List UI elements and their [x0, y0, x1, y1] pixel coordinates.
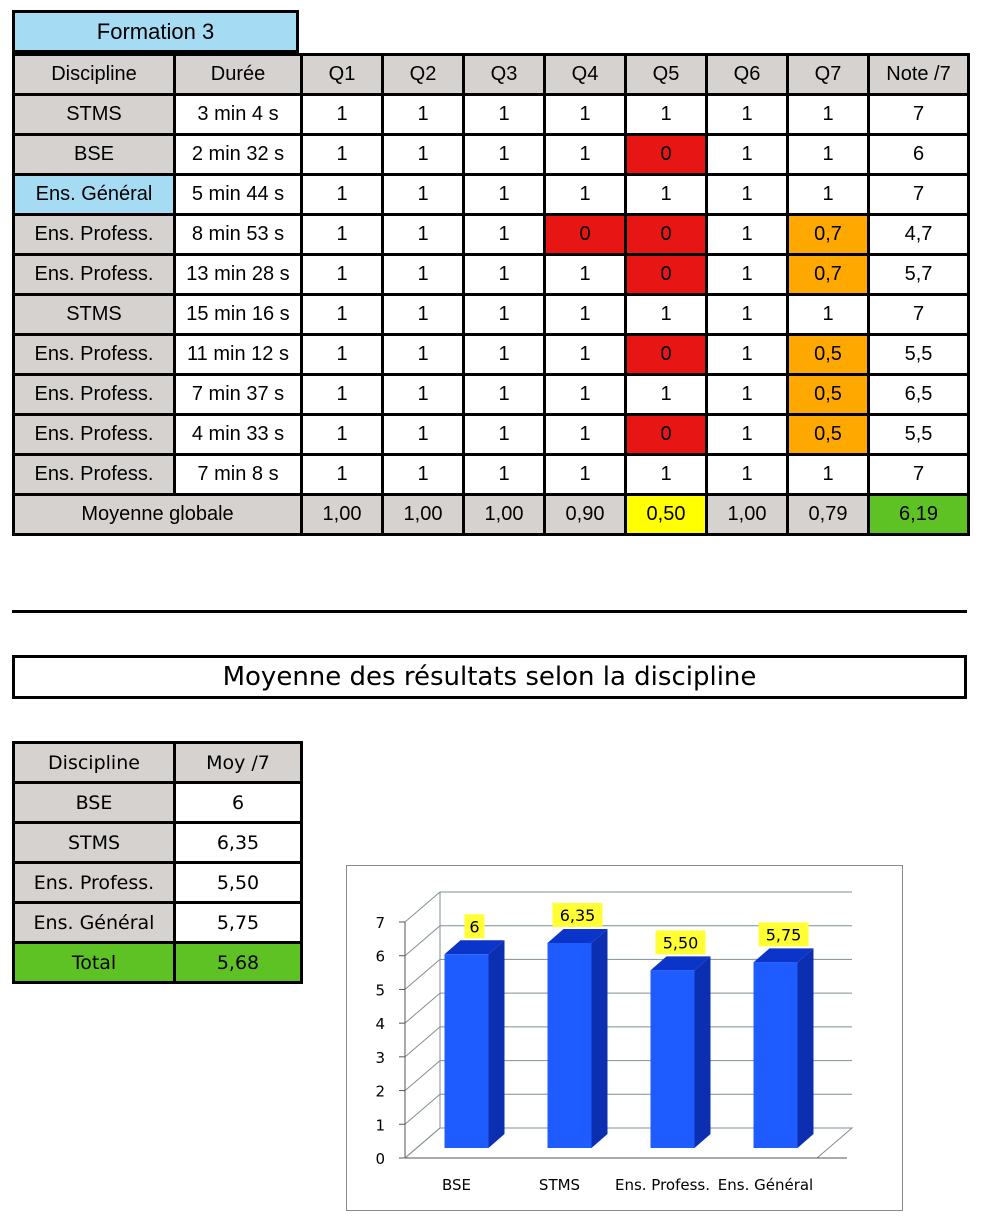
- summary-value-cell: 6: [175, 783, 302, 823]
- header-row: [14, 55, 969, 95]
- note-cell: 7: [869, 455, 969, 495]
- duration-cell: 3 min 4 s: [175, 95, 302, 135]
- average-cell: 0,50: [626, 495, 707, 535]
- score-cell: 0: [626, 335, 707, 375]
- score-cell: 1: [464, 295, 545, 335]
- gridline-side: [405, 959, 440, 989]
- data-label: 6,35: [559, 905, 596, 925]
- note-cell: 6: [869, 135, 969, 175]
- score-cell: 1: [383, 175, 464, 215]
- score-cell: 0,5: [788, 415, 869, 455]
- summary-row: [14, 863, 302, 903]
- summary-discipline-cell: Ens. Général: [14, 903, 175, 943]
- discipline-cell: Ens. Général: [14, 175, 175, 215]
- score-cell: 1: [383, 215, 464, 255]
- bar-chart: [346, 865, 903, 1211]
- bar-side: [592, 929, 608, 1148]
- score-cell: 0: [626, 135, 707, 175]
- score-cell: 1: [302, 255, 383, 295]
- score-cell: 1: [707, 255, 788, 295]
- duration-cell: 8 min 53 s: [175, 215, 302, 255]
- table-row: [14, 135, 969, 175]
- summary-row: [14, 823, 302, 863]
- score-cell: 1: [383, 415, 464, 455]
- summary-value-cell: 5,75: [175, 903, 302, 943]
- score-cell: 1: [788, 135, 869, 175]
- bar: [445, 954, 489, 1148]
- score-cell: 1: [707, 135, 788, 175]
- table-row: [14, 295, 969, 335]
- score-cell: 0,7: [788, 255, 869, 295]
- duration-cell: 13 min 28 s: [175, 255, 302, 295]
- bar-side: [798, 948, 814, 1148]
- score-cell: 1: [707, 455, 788, 495]
- x-tick-label: STMS: [538, 1176, 581, 1194]
- discipline-cell: Ens. Profess.: [14, 455, 175, 495]
- column-header: Q7: [788, 55, 869, 95]
- duration-cell: 7 min 8 s: [175, 455, 302, 495]
- score-cell: 1: [302, 175, 383, 215]
- score-cell: 1: [464, 135, 545, 175]
- score-cell: 0,7: [788, 215, 869, 255]
- bar-side: [695, 956, 711, 1148]
- summary-row: [14, 903, 302, 943]
- data-label: 6: [469, 917, 480, 937]
- column-header: Q5: [626, 55, 707, 95]
- y-tick-label: 0: [375, 1150, 385, 1168]
- section-title: Moyenne des résultats selon la discipline: [12, 655, 967, 699]
- score-cell: 1: [464, 255, 545, 295]
- score-cell: 1: [707, 415, 788, 455]
- column-header: Q3: [464, 55, 545, 95]
- summary-value-cell: 6,35: [175, 823, 302, 863]
- score-cell: 1: [626, 175, 707, 215]
- y-tick-label: 4: [375, 1015, 385, 1034]
- summary-discipline-cell: BSE: [14, 783, 175, 823]
- duration-cell: 7 min 37 s: [175, 375, 302, 415]
- duration-cell: 11 min 12 s: [175, 335, 302, 375]
- column-header: Q2: [383, 55, 464, 95]
- y-tick-label: 3: [375, 1048, 385, 1067]
- column-header: Q6: [707, 55, 788, 95]
- results-table: [12, 53, 970, 536]
- score-cell: 1: [383, 95, 464, 135]
- gridline-side: [405, 926, 440, 956]
- data-label: 5,50: [662, 933, 699, 953]
- score-cell: 1: [464, 415, 545, 455]
- score-cell: 1: [302, 375, 383, 415]
- average-cell: 1,00: [383, 495, 464, 535]
- y-tick-label: 2: [375, 1082, 385, 1101]
- discipline-cell: STMS: [14, 295, 175, 335]
- score-cell: 1: [464, 335, 545, 375]
- note-cell: 7: [869, 175, 969, 215]
- summary-column-header: Moy /7: [175, 743, 302, 783]
- x-tick-label: Ens. Général: [717, 1176, 814, 1194]
- score-cell: 1: [383, 335, 464, 375]
- y-tick-label: 1: [375, 1116, 385, 1135]
- score-cell: 1: [545, 335, 626, 375]
- discipline-cell: Ens. Profess.: [14, 215, 175, 255]
- average-cell: 1,00: [302, 495, 383, 535]
- duration-cell: 5 min 44 s: [175, 175, 302, 215]
- gridline-side: [405, 892, 440, 922]
- discipline-cell: Ens. Profess.: [14, 375, 175, 415]
- table-row: [14, 455, 969, 495]
- score-cell: 1: [383, 135, 464, 175]
- score-cell: 1: [464, 95, 545, 135]
- summary-table: [12, 741, 303, 984]
- gridline-side: [405, 993, 440, 1023]
- score-cell: 1: [464, 215, 545, 255]
- y-tick-label: 5: [375, 981, 385, 1000]
- average-row: [14, 495, 969, 535]
- discipline-cell: Ens. Profess.: [14, 415, 175, 455]
- average-cell: 1,00: [707, 495, 788, 535]
- score-cell: 1: [707, 95, 788, 135]
- average-cell: 0,90: [545, 495, 626, 535]
- table-row: [14, 175, 969, 215]
- summary-total-value: 5,68: [175, 943, 302, 983]
- score-cell: 1: [464, 455, 545, 495]
- score-cell: 1: [545, 295, 626, 335]
- summary-row: [14, 783, 302, 823]
- bar-chart-svg: [347, 866, 902, 1210]
- bar-side: [489, 940, 505, 1148]
- summary-value-cell: 5,50: [175, 863, 302, 903]
- score-cell: 1: [545, 95, 626, 135]
- table-row: [14, 335, 969, 375]
- duration-cell: 15 min 16 s: [175, 295, 302, 335]
- bar: [548, 943, 592, 1148]
- score-cell: 1: [545, 455, 626, 495]
- score-cell: 0: [626, 415, 707, 455]
- discipline-cell: STMS: [14, 95, 175, 135]
- score-cell: 1: [383, 255, 464, 295]
- note-cell: 7: [869, 95, 969, 135]
- column-header: Discipline: [14, 55, 175, 95]
- note-cell: 5,5: [869, 335, 969, 375]
- section-divider: [12, 610, 967, 613]
- score-cell: 1: [302, 135, 383, 175]
- score-cell: 0: [626, 215, 707, 255]
- note-cell: 7: [869, 295, 969, 335]
- score-cell: 1: [545, 375, 626, 415]
- score-cell: 1: [626, 455, 707, 495]
- discipline-cell: Ens. Profess.: [14, 335, 175, 375]
- average-note-cell: 6,19: [869, 495, 969, 535]
- score-cell: 1: [383, 375, 464, 415]
- score-cell: 1: [464, 175, 545, 215]
- score-cell: 1: [788, 295, 869, 335]
- score-cell: 1: [545, 255, 626, 295]
- column-header: Durée: [175, 55, 302, 95]
- score-cell: 1: [302, 295, 383, 335]
- score-cell: 0,5: [788, 375, 869, 415]
- score-cell: 1: [302, 215, 383, 255]
- bar: [754, 962, 798, 1148]
- score-cell: 1: [788, 455, 869, 495]
- note-cell: 4,7: [869, 215, 969, 255]
- bar: [651, 970, 695, 1148]
- summary-header-row: [14, 743, 302, 783]
- score-cell: 1: [302, 415, 383, 455]
- score-cell: 1: [788, 95, 869, 135]
- summary-total-row: [14, 943, 302, 983]
- score-cell: 1: [464, 375, 545, 415]
- score-cell: 1: [383, 455, 464, 495]
- summary-discipline-cell: STMS: [14, 823, 175, 863]
- score-cell: 1: [383, 295, 464, 335]
- score-cell: 1: [302, 455, 383, 495]
- table-row: [14, 375, 969, 415]
- table-row: [14, 215, 969, 255]
- score-cell: 0,5: [788, 335, 869, 375]
- score-cell: 1: [302, 95, 383, 135]
- summary-column-header: Discipline: [14, 743, 175, 783]
- score-cell: 1: [545, 415, 626, 455]
- score-cell: 1: [788, 175, 869, 215]
- discipline-cell: Ens. Profess.: [14, 255, 175, 295]
- formation-title: Formation 3: [12, 10, 299, 53]
- average-label: Moyenne globale: [14, 495, 302, 535]
- table-row: [14, 255, 969, 295]
- score-cell: 1: [626, 95, 707, 135]
- score-cell: 1: [707, 375, 788, 415]
- gridline-side: [405, 1061, 440, 1091]
- table-row: [14, 415, 969, 455]
- column-header: Note /7: [869, 55, 969, 95]
- column-header: Q1: [302, 55, 383, 95]
- table-row: [14, 95, 969, 135]
- score-cell: 1: [626, 375, 707, 415]
- x-tick-label: BSE: [441, 1176, 472, 1194]
- duration-cell: 2 min 32 s: [175, 135, 302, 175]
- note-cell: 5,5: [869, 415, 969, 455]
- note-cell: 6,5: [869, 375, 969, 415]
- note-cell: 5,7: [869, 255, 969, 295]
- score-cell: 0: [545, 215, 626, 255]
- score-cell: 1: [707, 295, 788, 335]
- score-cell: 0: [626, 255, 707, 295]
- summary-total-label: Total: [14, 943, 175, 983]
- average-cell: 1,00: [464, 495, 545, 535]
- gridline-side: [405, 1094, 440, 1124]
- summary-discipline-cell: Ens. Profess.: [14, 863, 175, 903]
- x-tick-label: Ens. Profess.: [614, 1176, 711, 1194]
- data-label: 5,75: [765, 925, 802, 945]
- duration-cell: 4 min 33 s: [175, 415, 302, 455]
- score-cell: 1: [707, 335, 788, 375]
- score-cell: 1: [626, 295, 707, 335]
- y-tick-label: 6: [375, 947, 385, 966]
- y-tick-label: 7: [375, 914, 385, 932]
- score-cell: 1: [707, 215, 788, 255]
- average-cell: 0,79: [788, 495, 869, 535]
- score-cell: 1: [545, 135, 626, 175]
- column-header: Q4: [545, 55, 626, 95]
- discipline-cell: BSE: [14, 135, 175, 175]
- gridline-side: [405, 1027, 440, 1057]
- score-cell: 1: [302, 335, 383, 375]
- score-cell: 1: [707, 175, 788, 215]
- score-cell: 1: [545, 175, 626, 215]
